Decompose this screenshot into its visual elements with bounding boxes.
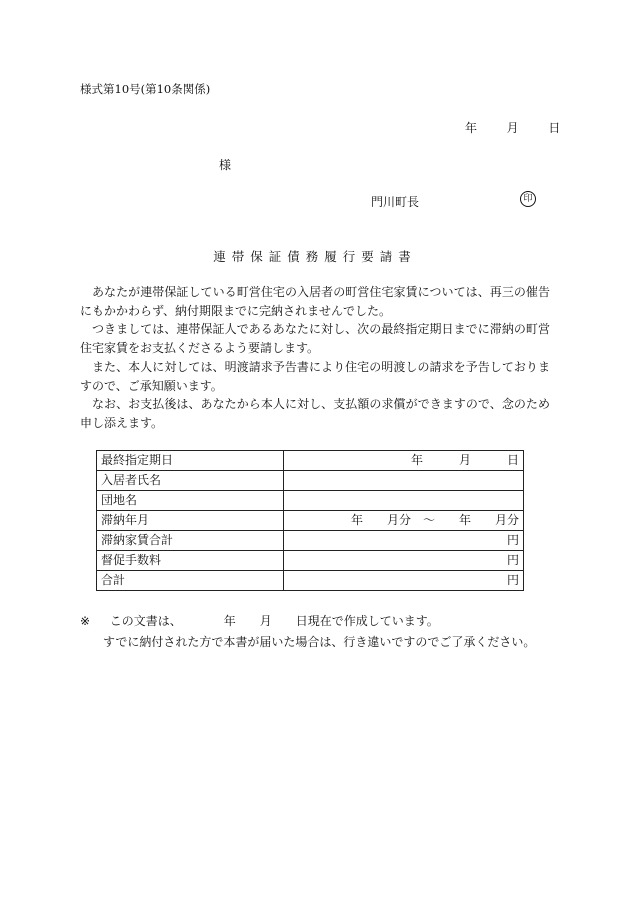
- table-row: [97, 451, 524, 471]
- paragraph-4: なお、お支払後は、あなたから本人に対し、支払額の求償ができますので、念のため申し添えます。: [80, 397, 550, 430]
- addressee-suffix: 様: [219, 158, 232, 172]
- row-label-due-date: 最終指定期日: [97, 451, 284, 471]
- seal-mark: 印: [520, 191, 536, 207]
- row-value-reminder-fee: 円: [284, 551, 524, 571]
- note-line-1: [80, 612, 439, 629]
- note-mark: ※: [80, 614, 91, 628]
- row-value-arrears-period: 年 月分 ～ 年 月分: [284, 511, 524, 531]
- payment-info-table: [96, 450, 524, 591]
- issuer-name: 門川町長: [371, 195, 420, 209]
- paragraph-3: また、本人に対しては、明渡請求予告書により住宅の明渡しの請求を予告しておりますので、ご承知願います。: [80, 359, 550, 393]
- table-row: [97, 471, 524, 491]
- date-year-label: 年: [465, 121, 478, 135]
- table-row: [97, 551, 524, 571]
- date-day-label: 日: [548, 121, 561, 135]
- row-label-tenant-name: 入居者氏名: [97, 471, 284, 491]
- document-title: 連帯保証債務履行要請書: [213, 249, 417, 264]
- row-label-arrears-total: 滞納家賃合計: [97, 531, 284, 551]
- row-label-reminder-fee: 督促手数料: [97, 551, 284, 571]
- row-value-tenant-name: [284, 471, 524, 491]
- row-value-arrears-total: 円: [284, 531, 524, 551]
- paragraph-2: つきましては、連帯保証人であるあなたに対し、次の最終指定期日までに滞納の町営住宅家賃をお支払くださるよう要請します。: [80, 322, 550, 356]
- form-number: 様式第10号(第10条関係): [80, 82, 211, 96]
- body-text: [80, 283, 550, 433]
- table-row: [97, 571, 524, 591]
- issue-date: [465, 119, 560, 136]
- table-row: [97, 531, 524, 551]
- paragraph-1: あなたが連帯保証している町営住宅の入居者の町営住宅家賃については、再三の催告にもかかわらず、納付期限までに完納されませんでした。: [80, 285, 550, 318]
- note-text-2: すでに納付された方で本書が届いた場合は、行き違いですのでご了承ください。: [103, 635, 536, 649]
- row-value-grand-total: 円: [284, 571, 524, 591]
- row-label-arrears-period: 滞納年月: [97, 511, 284, 531]
- table-row: [97, 491, 524, 511]
- table-row: [97, 511, 524, 531]
- date-month-label: 月: [506, 121, 519, 135]
- row-label-complex-name: 団地名: [97, 491, 284, 511]
- row-value-complex-name: [284, 491, 524, 511]
- row-value-due-date: 年 月 日: [284, 451, 524, 471]
- row-label-grand-total: 合計: [97, 571, 284, 591]
- note-text-1: この文書は、 年 月 日現在で作成しています。: [109, 614, 439, 628]
